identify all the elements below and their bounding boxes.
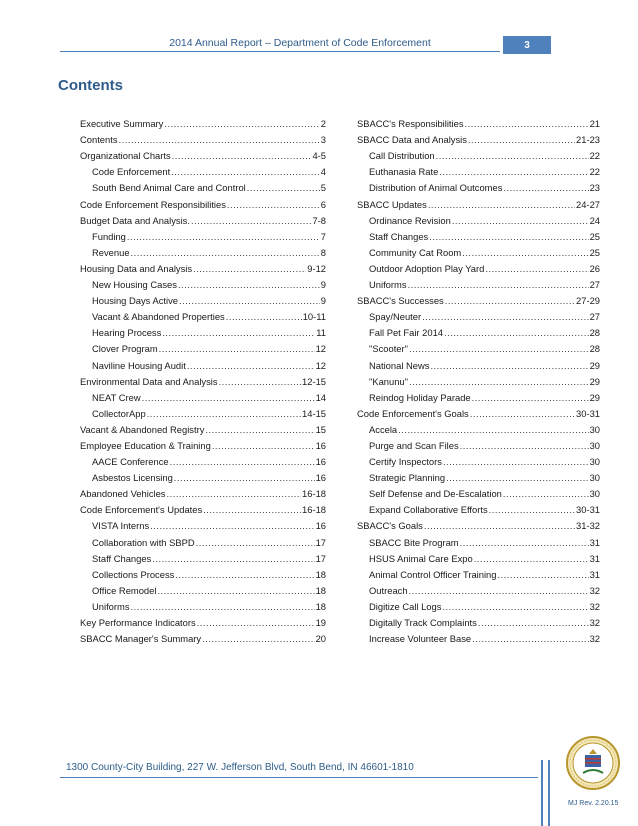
- toc-dot-leader: [127, 231, 320, 242]
- toc-dot-leader: [203, 504, 301, 515]
- toc-entry-page: 29: [589, 391, 600, 403]
- toc-entry-page: 25: [589, 246, 600, 258]
- toc-entry-title: South Bend Animal Care and Control: [92, 182, 246, 194]
- toc-dot-leader: [142, 392, 315, 403]
- toc-entry-title: Asbestos Licensing: [92, 472, 173, 484]
- toc-dot-leader: [497, 569, 588, 580]
- toc-entry-title: Code Enforcement's Updates: [80, 504, 203, 516]
- toc-dot-leader: [472, 392, 589, 403]
- toc-entry[interactable]: [80, 580, 326, 596]
- footer-vertical-rules: [538, 760, 554, 826]
- toc-entry[interactable]: [80, 258, 326, 274]
- toc-entry-title: "Scooter": [369, 343, 408, 355]
- toc-entry[interactable]: [80, 129, 326, 145]
- toc-entry-page: 18: [315, 584, 326, 596]
- toc-dot-leader: [191, 215, 311, 226]
- toc-entry-title: Call Distribution: [369, 150, 435, 162]
- toc-entry-title: Code Enforcement Responsibilities: [80, 198, 226, 210]
- toc-entry[interactable]: [357, 226, 600, 242]
- toc-entry-title: CollectorApp: [92, 407, 146, 419]
- toc-entry-page: 18: [315, 600, 326, 612]
- toc-entry-page: 28: [589, 343, 600, 355]
- toc-dot-leader: [174, 472, 315, 483]
- toc-entry[interactable]: [80, 467, 326, 483]
- toc-entry-title: Digitize Call Logs: [369, 600, 442, 612]
- toc-entry[interactable]: [357, 612, 600, 628]
- toc-entry-title: Animal Control Officer Training: [369, 568, 497, 580]
- toc-dot-leader: [408, 279, 589, 290]
- toc-entry-page: 19: [315, 617, 326, 628]
- toc-entry[interactable]: [357, 161, 600, 177]
- toc-dot-leader: [164, 118, 319, 129]
- toc-entry-title: Spay/Neuter: [369, 311, 422, 323]
- toc-entry-title: NEAT Crew: [92, 391, 141, 403]
- toc-entry[interactable]: [357, 580, 600, 596]
- toc-entry-page: 16: [315, 472, 326, 484]
- toc-entry-title: AACE Conference: [92, 456, 169, 468]
- toc-entry[interactable]: [80, 274, 326, 290]
- toc-entry-title: Organizational Charts: [80, 150, 171, 162]
- toc-entry[interactable]: [357, 387, 600, 403]
- header-title: 2014 Annual Report – Department of Code Enforcement: [169, 37, 431, 49]
- toc-entry[interactable]: [357, 451, 600, 467]
- toc-dot-leader: [429, 231, 588, 242]
- toc-entry-page: 30-31: [576, 504, 600, 516]
- toc-entry-page: 4: [320, 166, 326, 178]
- toc-entry-page: 16: [315, 439, 326, 451]
- toc-entry-title: Strategic Planning: [369, 472, 446, 484]
- toc-entry-page: 27: [589, 311, 600, 323]
- footer-rule: [60, 777, 538, 778]
- toc-dot-leader: [227, 199, 320, 210]
- toc-entry-title: Staff Changes: [369, 230, 429, 242]
- toc-dot-leader: [197, 617, 315, 628]
- toc-entry-page: 5: [320, 182, 326, 194]
- toc-dot-leader: [460, 440, 589, 451]
- toc-dot-leader: [470, 408, 575, 419]
- toc-dot-leader: [462, 247, 588, 258]
- toc-entry-page: 32: [589, 584, 600, 596]
- toc-entry-title: Naviline Housing Audit: [92, 359, 186, 371]
- toc-entry[interactable]: [80, 564, 326, 580]
- toc-dot-leader: [422, 311, 588, 322]
- toc-entry[interactable]: [357, 435, 600, 451]
- toc-entry[interactable]: [357, 322, 600, 338]
- toc-dot-leader: [398, 424, 588, 435]
- toc-entry-page: 17: [315, 536, 326, 548]
- toc-entry-page: 8: [320, 246, 326, 258]
- toc-dot-leader: [424, 520, 575, 531]
- toc-entry-title: SBACC's Responsibilities: [357, 118, 464, 130]
- toc-dot-leader: [150, 520, 314, 531]
- toc-entry[interactable]: [357, 129, 600, 145]
- toc-dot-leader: [171, 166, 320, 177]
- toc-dot-leader: [465, 118, 589, 129]
- toc-entry[interactable]: [80, 193, 326, 209]
- toc-entry-title: Clover Program: [92, 343, 158, 355]
- toc-entry-title: Abandoned Vehicles: [80, 488, 166, 500]
- toc-entry[interactable]: [357, 371, 600, 387]
- toc-entry-title: Budget Data and Analysis.: [80, 214, 190, 226]
- toc-entry-title: Collaboration with SBPD: [92, 536, 195, 548]
- toc-dot-leader: [478, 617, 589, 628]
- toc-entry-page: 25: [589, 230, 600, 242]
- toc-entry-title: Purge and Scan Files: [369, 439, 459, 451]
- toc-entry[interactable]: [357, 596, 600, 612]
- toc-entry-page: 7: [320, 230, 326, 242]
- toc-entry-title: Certify Inspectors: [369, 456, 442, 468]
- toc-entry-page: 2: [320, 118, 326, 130]
- footer-address: 1300 County-City Building, 227 W. Jefferson Blvd, South Bend, IN 46601-1810: [66, 762, 414, 773]
- toc-entry-page: 14-15: [302, 407, 326, 419]
- toc-dot-leader: [205, 424, 314, 435]
- toc-entry[interactable]: [80, 322, 326, 338]
- toc-entry-page: 24: [589, 214, 600, 226]
- toc-entry[interactable]: [80, 210, 326, 226]
- toc-entry-title: SBACC Bite Program: [369, 536, 459, 548]
- toc-entry-title: Code Enforcement's Goals: [357, 407, 469, 419]
- toc-dot-leader: [442, 601, 588, 612]
- toc-entry[interactable]: [80, 226, 326, 242]
- city-seal-icon: [565, 735, 621, 791]
- toc-dot-leader: [226, 311, 302, 322]
- toc-entry[interactable]: [80, 161, 326, 177]
- toc-entry-page: 10-11: [302, 311, 326, 323]
- toc-dot-leader: [472, 633, 588, 644]
- toc-entry-page: 15: [315, 423, 326, 435]
- toc-entry-page: 16-18: [302, 504, 326, 516]
- toc-dot-leader: [485, 263, 588, 274]
- toc-entry[interactable]: [80, 403, 326, 419]
- toc-entry-title: Vacant & Abandoned Properties: [92, 311, 225, 323]
- toc-entry-page: 23: [589, 182, 600, 194]
- toc-entry-title: National News: [369, 359, 430, 371]
- toc-dot-leader: [202, 633, 314, 644]
- toc-dot-leader: [219, 376, 301, 387]
- toc-entry-title: HSUS Animal Care Expo: [369, 552, 473, 564]
- toc-entry-page: 9-12: [307, 262, 326, 274]
- toc-entry-page: 29: [589, 359, 600, 371]
- toc-entry[interactable]: [80, 515, 326, 531]
- toc-entry-page: 12-15: [302, 375, 326, 387]
- toc-entry[interactable]: [357, 403, 600, 419]
- toc-dot-leader: [147, 408, 301, 419]
- toc-entry-title: Code Enforcement: [92, 166, 171, 178]
- toc-entry[interactable]: [80, 499, 326, 515]
- toc-dot-leader: [131, 601, 315, 612]
- toc-dot-leader: [196, 537, 315, 548]
- toc-dot-leader: [157, 585, 314, 596]
- toc-entry-page: 16: [315, 520, 326, 532]
- toc-dot-leader: [436, 150, 589, 161]
- toc-dot-leader: [175, 569, 314, 580]
- toc-entry[interactable]: [80, 435, 326, 451]
- toc-entry-title: Euthanasia Rate: [369, 166, 439, 178]
- toc-entry-title: Vacant & Abandoned Registry: [80, 423, 205, 435]
- toc-entry-title: Reindog Holiday Parade: [369, 391, 471, 403]
- toc-entry-page: 6: [320, 198, 326, 210]
- toc-entry[interactable]: [80, 387, 326, 403]
- toc-entry-title: Distribution of Animal Outcomes: [369, 182, 503, 194]
- toc-dot-leader: [430, 360, 588, 371]
- toc-entry[interactable]: [357, 258, 600, 274]
- toc-entry[interactable]: [357, 113, 600, 129]
- toc-entry[interactable]: [357, 338, 600, 354]
- toc-entry-page: 16-18: [302, 488, 326, 500]
- toc-entry[interactable]: [80, 306, 326, 322]
- toc-dot-leader: [409, 585, 589, 596]
- toc-entry-title: Expand Collaborative Efforts: [369, 504, 488, 516]
- toc-entry-title: SBACC Data and Analysis: [357, 134, 467, 146]
- toc-entry-title: Outreach: [369, 584, 408, 596]
- toc-entry-page: 9: [320, 295, 326, 307]
- toc-entry-page: 30: [589, 456, 600, 468]
- toc-dot-leader: [131, 247, 320, 258]
- toc-entry-page: 22: [589, 166, 600, 178]
- toc-entry-page: 27-29: [576, 295, 600, 307]
- toc-entry-title: Employee Education & Training: [80, 439, 211, 451]
- toc-entry-page: 30: [589, 472, 600, 484]
- toc-entry-title: Hearing Process: [92, 327, 162, 339]
- toc-entry[interactable]: [357, 515, 600, 531]
- toc-dot-leader: [409, 376, 589, 387]
- toc-entry-title: Executive Summary: [80, 118, 164, 130]
- toc-entry-page: 21-23: [576, 134, 600, 146]
- toc-entry-title: Community Cat Room: [369, 246, 462, 258]
- toc-entry-title: SBACC Manager's Summary: [80, 633, 202, 645]
- toc-entry[interactable]: [357, 564, 600, 580]
- toc-dot-leader: [489, 504, 575, 515]
- toc-dot-leader: [247, 182, 320, 193]
- toc-entry[interactable]: [80, 531, 326, 547]
- toc-entry-title: Housing Days Active: [92, 295, 178, 307]
- toc-dot-leader: [474, 553, 589, 564]
- toc-entry-title: Contents: [80, 134, 118, 146]
- toc-entry[interactable]: [80, 145, 326, 161]
- toc-entry-page: 31: [589, 568, 600, 580]
- toc-entry[interactable]: [80, 612, 326, 628]
- toc-entry-page: 30-31: [576, 407, 600, 419]
- toc-left-column: [80, 113, 326, 644]
- toc-entry-title: SBACC's Goals: [357, 520, 423, 532]
- toc-entry-page: 3: [320, 134, 326, 146]
- toc-entry-title: Staff Changes: [92, 552, 152, 564]
- toc-entry-title: New Housing Cases: [92, 279, 177, 291]
- toc-entry-title: SBACC's Successes: [357, 295, 444, 307]
- toc-entry-page: 30: [589, 423, 600, 435]
- toc-entry[interactable]: [80, 451, 326, 467]
- toc-entry[interactable]: [80, 596, 326, 612]
- toc-entry-page: 12: [315, 343, 326, 355]
- toc-dot-leader: [445, 295, 575, 306]
- toc-entry-page: 11: [316, 327, 326, 339]
- toc-entry-title: Uniforms: [369, 279, 407, 291]
- toc-entry[interactable]: [80, 242, 326, 258]
- toc-entry[interactable]: [357, 177, 600, 193]
- toc-entry-page: 31-32: [576, 520, 600, 532]
- toc-dot-leader: [446, 472, 588, 483]
- toc-entry[interactable]: [357, 274, 600, 290]
- toc-entry[interactable]: [80, 371, 326, 387]
- toc-entry[interactable]: [80, 338, 326, 354]
- toc-entry[interactable]: [357, 419, 600, 435]
- toc-entry-title: Office Remodel: [92, 584, 157, 596]
- toc-entry-page: 20: [315, 633, 326, 645]
- toc-entry-page: 32: [589, 600, 600, 612]
- toc-entry-title: Ordinance Revision: [369, 214, 451, 226]
- toc-entry-page: 30: [589, 488, 600, 500]
- toc-entry-page: 18: [315, 568, 326, 580]
- toc-dot-leader: [503, 488, 589, 499]
- toc-entry[interactable]: [80, 483, 326, 499]
- toc-entry[interactable]: [357, 548, 600, 564]
- toc-dot-leader: [428, 199, 575, 210]
- toc-entry-page: 24-27: [576, 198, 600, 210]
- toc-entry[interactable]: [357, 467, 600, 483]
- toc-entry-title: Key Performance Indicators: [80, 617, 196, 628]
- toc-entry[interactable]: [357, 306, 600, 322]
- toc-entry-page: 17: [315, 552, 326, 564]
- toc-entry-title: Increase Volunteer Base: [369, 633, 472, 645]
- toc-entry-page: 22: [589, 150, 600, 162]
- toc-entry[interactable]: [357, 290, 600, 306]
- toc-dot-leader: [167, 488, 302, 499]
- toc-entry-page: 30: [589, 439, 600, 451]
- toc-dot-leader: [152, 553, 314, 564]
- toc-entry[interactable]: [357, 145, 600, 161]
- toc-dot-leader: [503, 182, 588, 193]
- page-number-badge: 3: [503, 36, 551, 54]
- toc-dot-leader: [468, 134, 575, 145]
- toc-entry-title: Housing Data and Analysis: [80, 262, 193, 274]
- toc-entry[interactable]: [80, 419, 326, 435]
- toc-entry-title: Collections Process: [92, 568, 175, 580]
- toc-entry[interactable]: [80, 354, 326, 370]
- toc-entry-page: 29: [589, 375, 600, 387]
- toc-entry[interactable]: [80, 628, 326, 644]
- toc-dot-leader: [460, 537, 589, 548]
- toc-dot-leader: [170, 456, 315, 467]
- toc-entry-title: VISTA Interns: [92, 520, 150, 532]
- toc-entry-page: 4-5: [312, 150, 326, 162]
- toc-entry[interactable]: [80, 177, 326, 193]
- toc-entry[interactable]: [80, 113, 326, 129]
- toc-entry[interactable]: [357, 210, 600, 226]
- toc-entry-page: 16: [315, 456, 326, 468]
- toc-dot-leader: [443, 456, 589, 467]
- toc-entry[interactable]: [357, 483, 600, 499]
- toc-dot-leader: [444, 327, 589, 338]
- toc-entry-page: 32: [589, 617, 600, 628]
- header-rule: [60, 51, 500, 52]
- toc-entry-title: Digitally Track Complaints: [369, 617, 477, 628]
- toc-entry-page: 32: [589, 633, 600, 645]
- toc-entry[interactable]: [357, 499, 600, 515]
- toc-entry-title: "Kanunu": [369, 375, 408, 387]
- toc-dot-leader: [439, 166, 588, 177]
- toc-entry-page: 28: [589, 327, 600, 339]
- toc-dot-leader: [119, 134, 320, 145]
- toc-dot-leader: [452, 215, 589, 226]
- toc-entry-title: Environmental Data and Analysis: [80, 375, 218, 387]
- toc-entry-page: 21: [589, 118, 600, 130]
- toc-dot-leader: [409, 343, 589, 354]
- toc-entry[interactable]: [357, 193, 600, 209]
- toc-dot-leader: [162, 327, 315, 338]
- toc-entry-title: Outdoor Adoption Play Yard: [369, 262, 485, 274]
- toc-entry-page: 31: [589, 552, 600, 564]
- revision-note: MJ Rev. 2.20.15: [568, 800, 619, 807]
- toc-dot-leader: [159, 343, 315, 354]
- toc-entry-title: Self Defense and De-Escalation: [369, 488, 502, 500]
- toc-entry[interactable]: [80, 548, 326, 564]
- toc-entry[interactable]: [357, 242, 600, 258]
- toc-entry-title: Fall Pet Fair 2014: [369, 327, 443, 339]
- toc-dot-leader: [179, 295, 320, 306]
- toc-entry-page: 9: [320, 279, 326, 291]
- toc-entry-page: 12: [315, 359, 326, 371]
- toc-entry-title: Funding: [92, 230, 126, 242]
- toc-dot-leader: [172, 150, 312, 161]
- toc-entry-page: 14: [315, 391, 326, 403]
- toc-entry-title: SBACC Updates: [357, 198, 427, 210]
- toc-dot-leader: [187, 360, 315, 371]
- toc-entry-title: Accela: [369, 423, 398, 435]
- toc-dot-leader: [193, 263, 306, 274]
- toc-right-column: [357, 113, 600, 644]
- toc-entry-page: 31: [589, 536, 600, 548]
- toc-entry-title: Uniforms: [92, 600, 130, 612]
- toc-entry-title: Revenue: [92, 246, 130, 258]
- toc-entry[interactable]: [357, 628, 600, 644]
- toc-entry[interactable]: [357, 354, 600, 370]
- toc-entry-page: 26: [589, 262, 600, 274]
- toc-dot-leader: [212, 440, 315, 451]
- toc-entry[interactable]: [80, 290, 326, 306]
- toc-entry-page: 7-8: [312, 214, 326, 226]
- toc-dot-leader: [178, 279, 320, 290]
- contents-heading: Contents: [58, 77, 123, 94]
- toc-entry[interactable]: [357, 531, 600, 547]
- toc-entry-page: 27: [589, 279, 600, 291]
